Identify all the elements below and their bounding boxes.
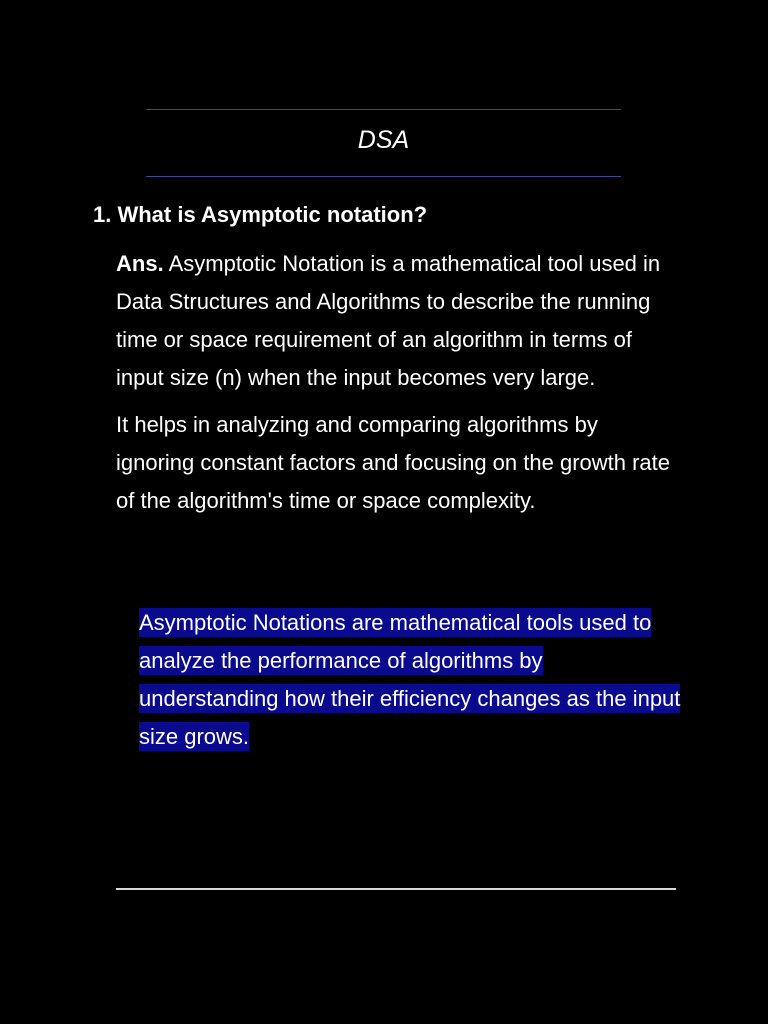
page-title: DSA — [357, 126, 410, 154]
answer-paragraph-1-text: Asymptotic Notation is a mathematical tool used in Data Structures and Algorithms to describe the running time or space requirement of an algorithm in terms of input size (n) when the input becomes very large. — [116, 251, 661, 390]
answer-paragraph-1 — [116, 245, 681, 397]
question-heading: 1. What is Asymptotic notation? — [93, 202, 428, 227]
highlighted-note — [139, 604, 684, 756]
answer-label: Ans. — [116, 251, 164, 276]
footer-divider — [116, 888, 676, 890]
highlighted-text[interactable]: Asymptotic Notations are mathematical tools used to analyze the performance of algorithms by understanding how their efficiency changes as the input size grows. — [139, 610, 681, 749]
title-bottom-divider — [146, 176, 621, 177]
answer-section — [116, 245, 681, 520]
title-block — [146, 109, 621, 176]
answer-paragraph-2: It helps in analyzing and comparing algorithms by ignoring constant factors and focusing on the growth rate of the algorithm's time or space complexity. — [116, 412, 671, 513]
title-top-divider — [146, 109, 621, 110]
